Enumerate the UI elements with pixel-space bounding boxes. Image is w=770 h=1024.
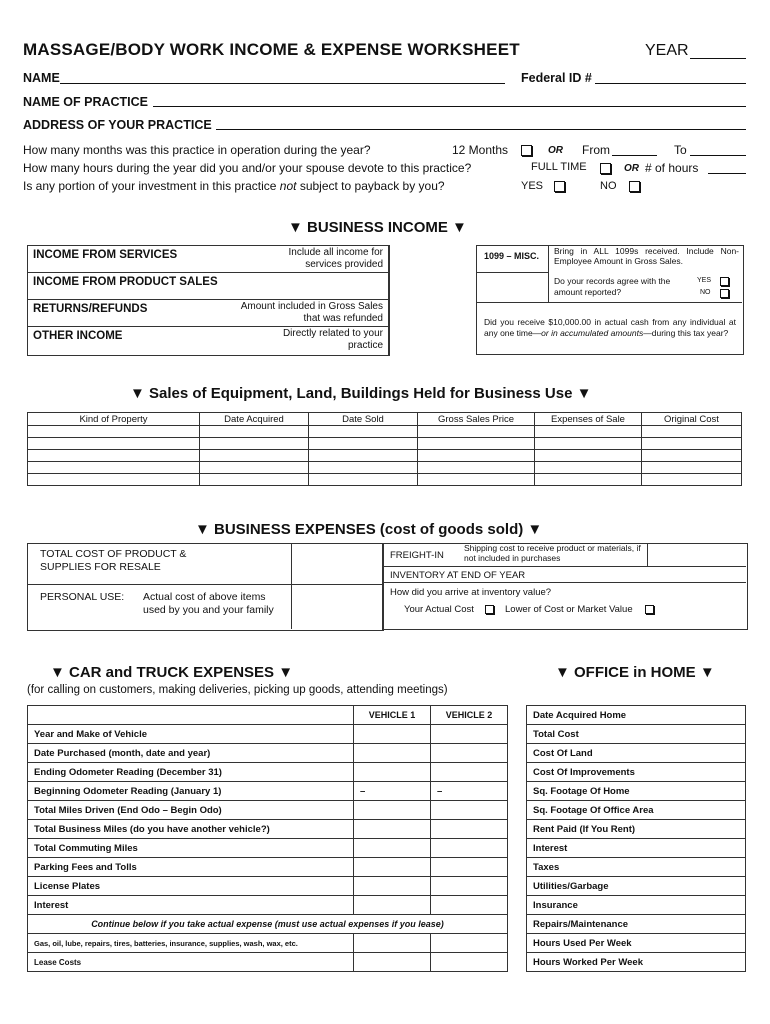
other-income-note: Directly related to your practice bbox=[282, 328, 383, 351]
car-table bbox=[27, 705, 508, 972]
office-table bbox=[526, 705, 746, 972]
equipment-header: ▼ Sales of Equipment, Land, Buildings Held for Business Use ▼ bbox=[130, 385, 592, 402]
car-header: ▼ CAR and TRUCK EXPENSES ▼ bbox=[50, 664, 294, 681]
checkbox-actual-cost[interactable] bbox=[485, 605, 494, 614]
table-row[interactable]: Repairs/Maintenance bbox=[527, 915, 746, 934]
expenses-header: ▼ BUSINESS EXPENSES (cost of goods sold) ▼ bbox=[195, 521, 543, 538]
table-row[interactable]: Utilities/Garbage bbox=[527, 877, 746, 896]
table-row[interactable]: Hours Used Per Week bbox=[527, 934, 746, 953]
equipment-table bbox=[27, 412, 742, 486]
misc-note: Bring in ALL 1099s received. Include Non-Employee Amount in Gross Sales. bbox=[554, 246, 739, 266]
table-row[interactable]: Parking Fees and Tolls bbox=[28, 858, 508, 877]
table-row[interactable] bbox=[28, 462, 742, 474]
table-row[interactable]: Rent Paid (If You Rent) bbox=[527, 820, 746, 839]
col-date-acquired: Date Acquired bbox=[200, 413, 309, 426]
inventory-label: INVENTORY AT END OF YEAR bbox=[390, 570, 526, 581]
yes-label: YES bbox=[521, 180, 544, 192]
table-row[interactable]: Cost Of Improvements bbox=[527, 763, 746, 782]
checkbox-agree-no[interactable] bbox=[720, 289, 729, 298]
table-row[interactable]: License Plates bbox=[28, 877, 508, 896]
vehicle-2-header: VEHICLE 2 bbox=[431, 706, 508, 725]
year-label: YEAR bbox=[645, 42, 689, 59]
to-field[interactable] bbox=[690, 155, 746, 156]
from-field[interactable] bbox=[612, 155, 657, 156]
hours-label: # of hours bbox=[645, 161, 699, 175]
q-hours: How many hours during the year did you and/or your spouse devote to this practice? bbox=[23, 161, 472, 175]
or-label: OR bbox=[548, 145, 563, 156]
table-row[interactable] bbox=[28, 438, 742, 450]
table-row[interactable]: Beginning Odometer Reading (January 1) – – bbox=[28, 782, 508, 801]
returns-note: Amount included in Gross Sales that was refunded bbox=[240, 301, 383, 324]
full-time-label: FULL TIME bbox=[531, 161, 587, 173]
checkbox-no[interactable] bbox=[629, 181, 640, 192]
col-gross-sales: Gross Sales Price bbox=[418, 413, 535, 426]
freight-note: Shipping cost to receive product or materials, if not included in purchases bbox=[464, 543, 641, 563]
table-row[interactable] bbox=[28, 450, 742, 462]
table-row[interactable] bbox=[28, 426, 742, 438]
table-row[interactable]: Ending Odometer Reading (December 31) bbox=[28, 763, 508, 782]
or-label-2: OR bbox=[624, 163, 639, 174]
q-12-months: 12 Months bbox=[452, 143, 509, 157]
actual-cost-label: Your Actual Cost bbox=[404, 604, 474, 615]
cash-question: Did you receive $10,000.00 in actual cash from any individual at any one time—or in accumulated amounts—during this tax year? bbox=[484, 317, 736, 338]
address-field[interactable] bbox=[216, 129, 746, 130]
federal-id-label: Federal ID # bbox=[521, 71, 592, 85]
freight-label: FREIGHT-IN bbox=[390, 550, 444, 561]
income-services-note: Include all income for services provided bbox=[288, 247, 383, 270]
table-row[interactable]: Year and Make of Vehicle bbox=[28, 725, 508, 744]
income-product-label: INCOME FROM PRODUCT SALES bbox=[33, 276, 218, 288]
table-row[interactable]: Total Cost bbox=[527, 725, 746, 744]
table-row[interactable] bbox=[28, 474, 742, 486]
to-label: To bbox=[674, 143, 687, 157]
table-row[interactable]: Sq. Footage Of Office Area bbox=[527, 801, 746, 820]
table-row[interactable]: Interest bbox=[28, 896, 508, 915]
table-row[interactable]: Insurance bbox=[527, 896, 746, 915]
hours-field[interactable] bbox=[708, 173, 746, 174]
year-field[interactable] bbox=[690, 58, 746, 59]
table-row[interactable]: Gas, oil, lube, repairs, tires, batteries, insurance, supplies, wash, wax, etc. bbox=[28, 934, 508, 953]
page-title: MASSAGE/BODY WORK INCOME & EXPENSE WORKSHEET bbox=[23, 40, 520, 59]
office-header: ▼ OFFICE in HOME ▼ bbox=[555, 664, 715, 681]
table-row[interactable]: Sq. Footage Of Home bbox=[527, 782, 746, 801]
misc-label: 1099 – MISC. bbox=[484, 251, 540, 261]
col-expenses: Expenses of Sale bbox=[535, 413, 642, 426]
q-months: How many months was this practice in operation during the year? bbox=[23, 143, 371, 157]
table-row[interactable]: Date Acquired Home bbox=[527, 706, 746, 725]
table-row[interactable]: Total Commuting Miles bbox=[28, 839, 508, 858]
personal-use-label: PERSONAL USE: bbox=[40, 591, 125, 603]
name-field[interactable] bbox=[60, 83, 505, 84]
table-row[interactable]: Interest bbox=[527, 839, 746, 858]
checkbox-12-months[interactable] bbox=[521, 145, 532, 156]
table-row[interactable]: Total Miles Driven (End Odo – Begin Odo) bbox=[28, 801, 508, 820]
table-row[interactable]: Hours Worked Per Week bbox=[527, 953, 746, 972]
table-row[interactable]: Lease Costs bbox=[28, 953, 508, 972]
address-label: ADDRESS OF YOUR PRACTICE bbox=[23, 118, 212, 132]
continue-note: Continue below if you take actual expense (must use actual expenses if you lease) bbox=[28, 915, 508, 934]
col-kind: Kind of Property bbox=[28, 413, 200, 426]
car-subtitle: (for calling on customers, making deliveries, picking up goods, attending meetings) bbox=[27, 684, 448, 696]
practice-field[interactable] bbox=[153, 106, 746, 107]
checkbox-full-time[interactable] bbox=[600, 163, 611, 174]
agree-no: NO bbox=[700, 289, 711, 296]
other-income-label: OTHER INCOME bbox=[33, 330, 123, 342]
col-original-cost: Original Cost bbox=[642, 413, 742, 426]
arrive-question: How did you arrive at inventory value? bbox=[390, 587, 552, 598]
table-row[interactable]: Total Business Miles (do you have another vehicle?) bbox=[28, 820, 508, 839]
q-payback: Is any portion of your investment in this practice not subject to payback by you? bbox=[23, 179, 445, 193]
vehicle-1-header: VEHICLE 1 bbox=[354, 706, 431, 725]
lower-cost-label: Lower of Cost or Market Value bbox=[505, 604, 633, 615]
from-label: From bbox=[582, 143, 610, 157]
practice-label: NAME OF PRACTICE bbox=[23, 95, 148, 109]
federal-id-field[interactable] bbox=[595, 83, 746, 84]
table-row[interactable]: Taxes bbox=[527, 858, 746, 877]
agree-question: Do your records agree with the amount reported? bbox=[554, 276, 671, 297]
total-cost-label: TOTAL COST OF PRODUCT & SUPPLIES FOR RESALE bbox=[40, 548, 187, 573]
name-label: NAME bbox=[23, 71, 60, 85]
table-row[interactable]: Date Purchased (month, date and year) bbox=[28, 744, 508, 763]
table-row[interactable]: Cost Of Land bbox=[527, 744, 746, 763]
checkbox-yes[interactable] bbox=[554, 181, 565, 192]
income-services-label: INCOME FROM SERVICES bbox=[33, 249, 178, 261]
no-label: NO bbox=[600, 180, 617, 192]
returns-label: RETURNS/REFUNDS bbox=[33, 303, 148, 315]
agree-yes: YES bbox=[697, 277, 712, 284]
checkbox-lower-cost[interactable] bbox=[645, 605, 654, 614]
business-income-header: ▼ BUSINESS INCOME ▼ bbox=[288, 219, 467, 236]
personal-use-note: Actual cost of above items used by you and your family bbox=[143, 591, 274, 616]
checkbox-agree-yes[interactable] bbox=[720, 277, 729, 286]
col-date-sold: Date Sold bbox=[309, 413, 418, 426]
